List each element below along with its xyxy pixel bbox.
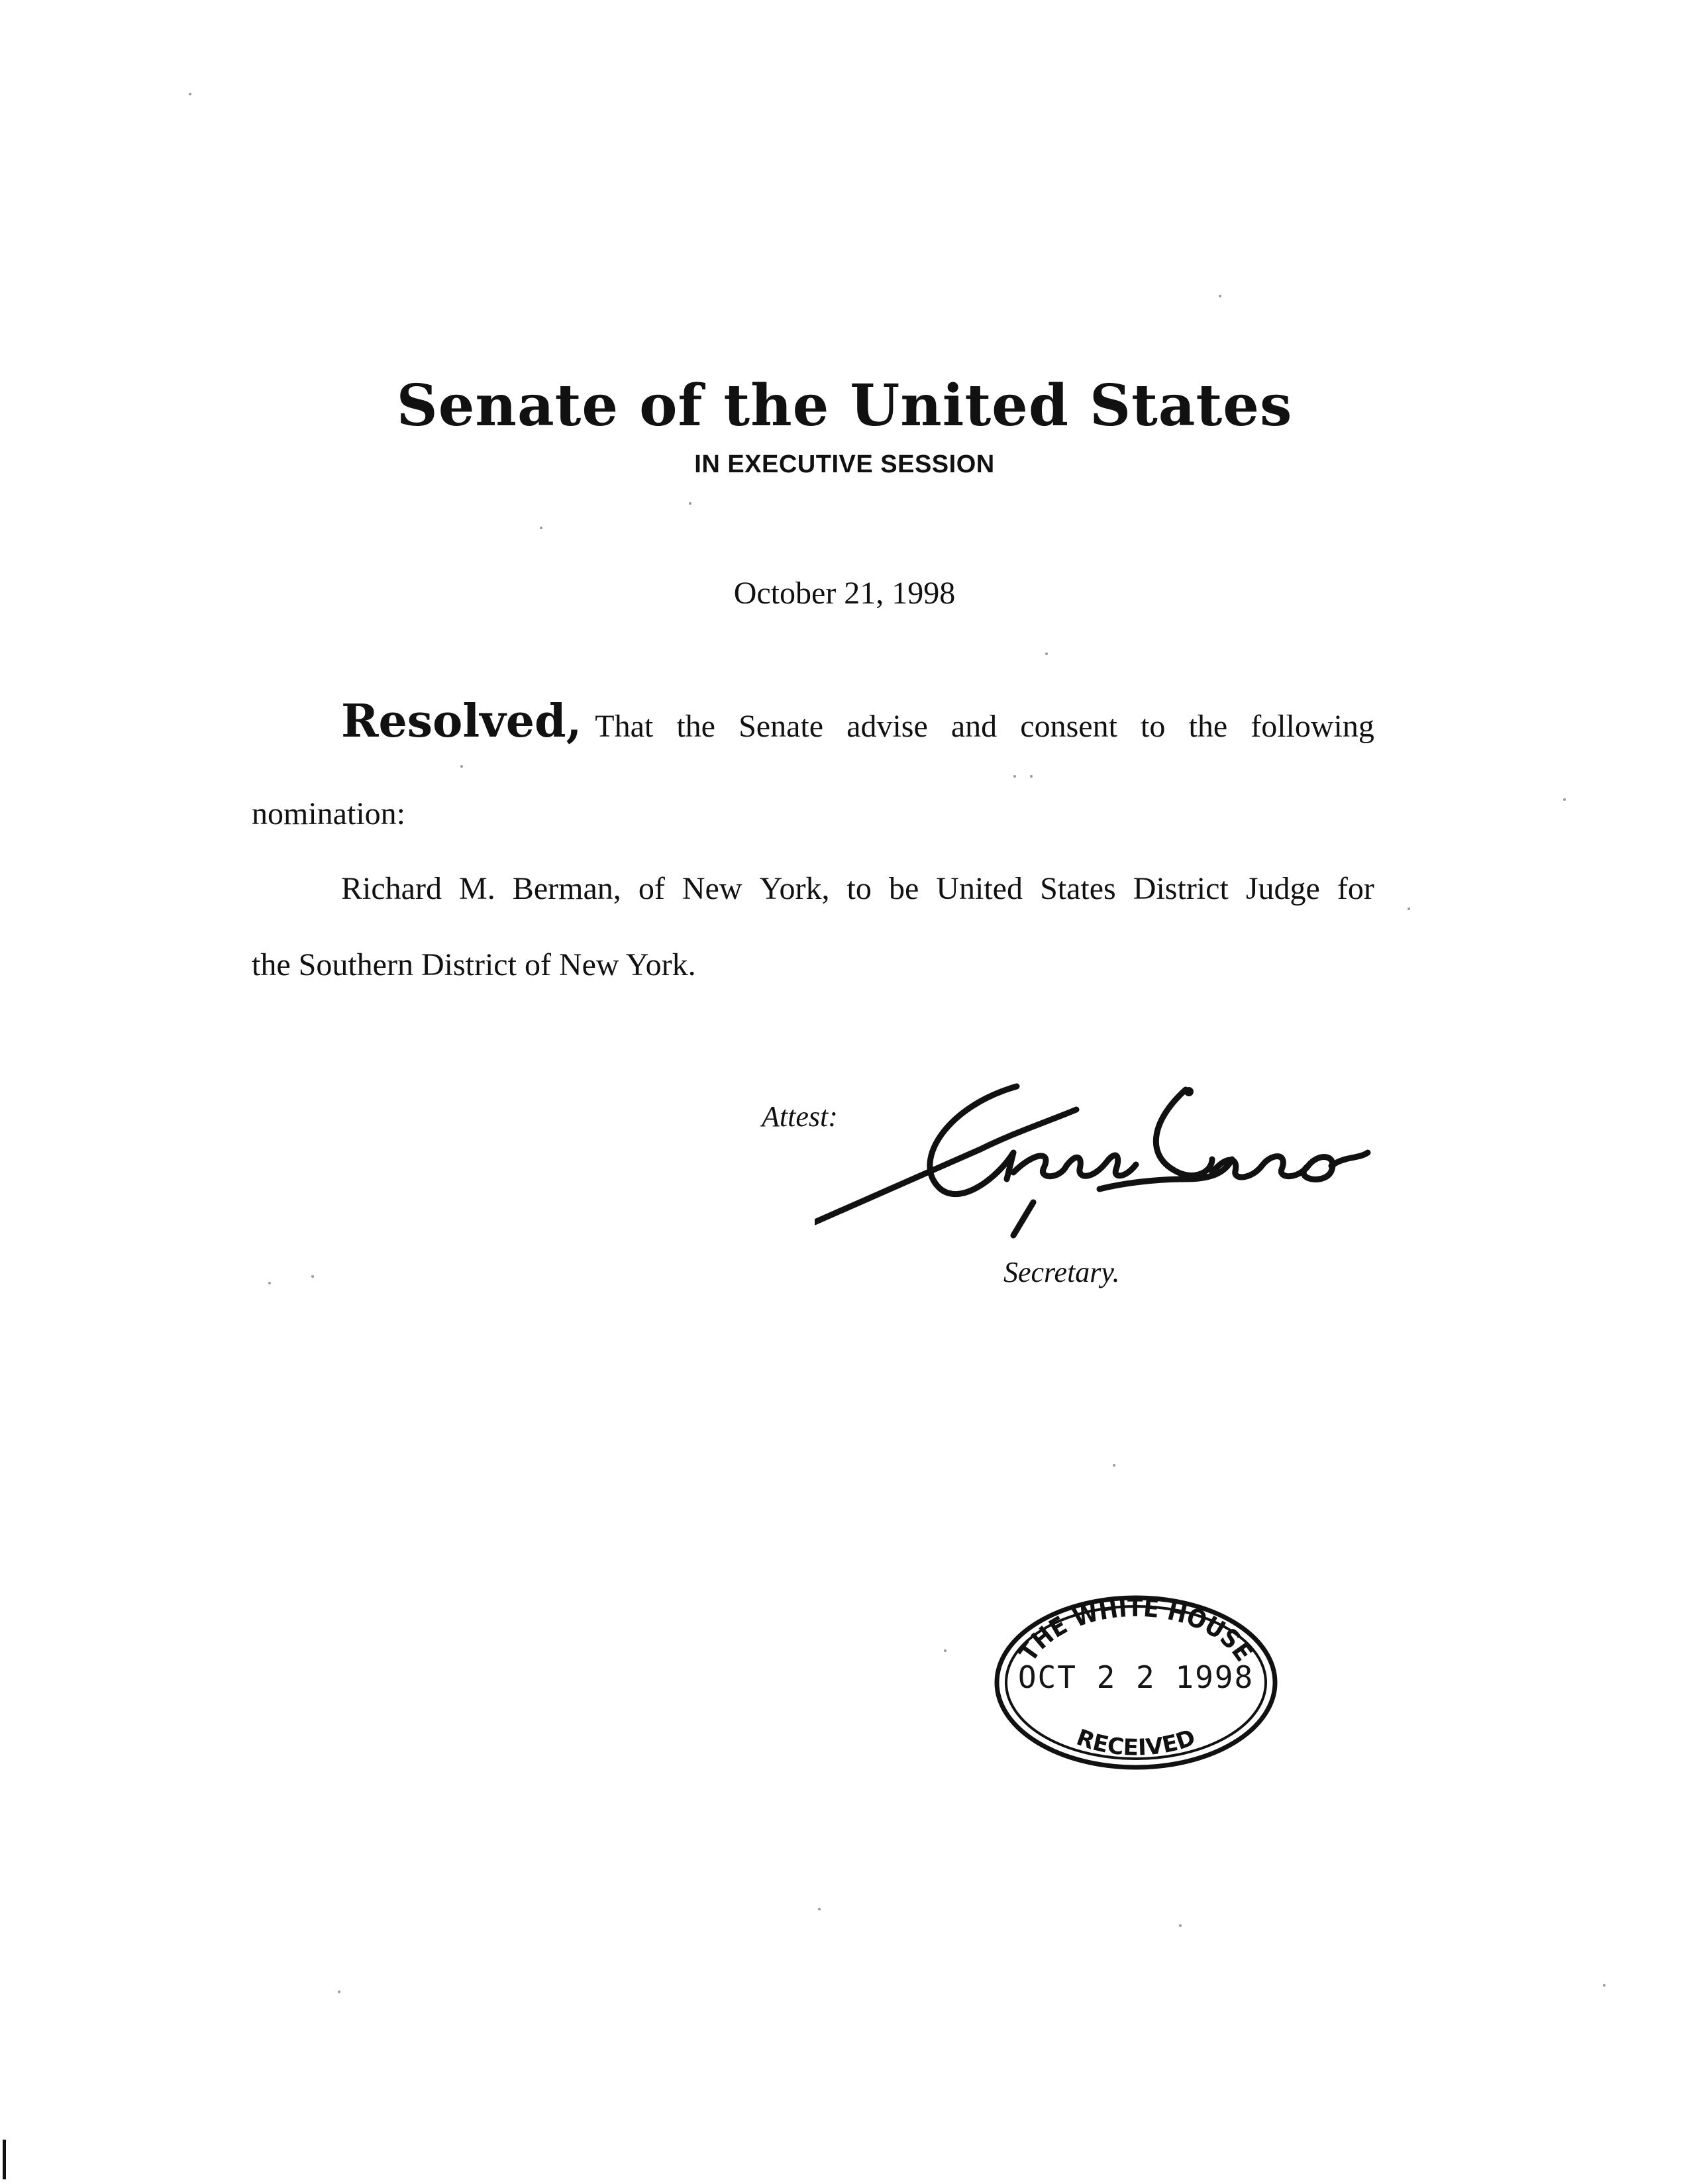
- page-title: Senate of the United States: [396, 372, 1293, 439]
- nomination-word: York,: [759, 871, 830, 906]
- document-date: October 21, 1998: [733, 576, 956, 611]
- signature: [815, 1080, 1371, 1239]
- nomination-word: United: [936, 871, 1023, 906]
- scan-speck: [1113, 1464, 1115, 1467]
- svg-text:RECEIVED: [1073, 1724, 1199, 1761]
- scan-speck: [1045, 652, 1048, 655]
- nomination-text: [341, 873, 1374, 905]
- stamp-date: OCT 2 2 1998: [1017, 1659, 1254, 1695]
- scan-speck: [1603, 1984, 1606, 1987]
- scan-speck: [540, 527, 542, 529]
- scan-speck: [1563, 798, 1566, 801]
- resolution-word: That: [595, 709, 654, 744]
- nomination-text-continued: the Southern District of New York.: [252, 947, 696, 982]
- resolution-text: [595, 711, 1374, 743]
- scan-speck: [338, 1991, 340, 1993]
- nomination-word: Richard: [341, 871, 442, 906]
- scan-speck: [944, 1649, 947, 1652]
- scan-edge-mark: [3, 2140, 6, 2179]
- scan-speck: [311, 1275, 314, 1278]
- scan-speck: [1408, 908, 1410, 910]
- scan-speck: [460, 765, 463, 768]
- nomination-word: of: [638, 871, 665, 906]
- stamp-top-text: THE WHITE HOUSE: [1013, 1592, 1259, 1667]
- scan-speck: [1179, 1924, 1182, 1927]
- scan-speck: [689, 502, 691, 505]
- scan-speck: [1219, 295, 1221, 297]
- resolution-word: the: [1188, 709, 1228, 744]
- resolution-line: [341, 695, 1374, 748]
- resolution-word: following: [1251, 709, 1374, 744]
- resolution-word: to: [1141, 709, 1166, 744]
- stamp-bottom-text: RECEIVED: [1073, 1724, 1199, 1761]
- resolved-word: Resolved,: [341, 695, 582, 748]
- resolution-word: consent: [1020, 709, 1117, 744]
- scan-speck: [1013, 775, 1016, 778]
- resolution-word: Senate: [739, 709, 824, 744]
- scan-speck: [268, 1282, 271, 1284]
- svg-text:THE WHITE HOUSE: [1013, 1593, 1258, 1667]
- resolution-text-continued: nomination:: [252, 796, 405, 831]
- session-subtitle: IN EXECUTIVE SESSION: [694, 450, 995, 478]
- nomination-word: be: [888, 871, 919, 906]
- nomination-word: Berman,: [512, 871, 621, 906]
- secretary-title: Secretary.: [1003, 1256, 1120, 1288]
- nomination-word: to: [846, 871, 872, 906]
- attest-label: Attest:: [762, 1100, 838, 1133]
- scan-speck: [189, 93, 191, 95]
- nomination-word: States: [1040, 871, 1116, 906]
- nomination-word: for: [1337, 871, 1374, 906]
- nomination-word: District: [1133, 871, 1229, 906]
- resolution-word: the: [676, 709, 715, 744]
- scan-speck: [1030, 775, 1033, 778]
- scan-speck: [818, 1908, 821, 1910]
- nomination-word: M.: [459, 871, 495, 906]
- nomination-word: Judge: [1245, 871, 1320, 906]
- nomination-word: New: [682, 871, 742, 906]
- resolution-word: advise: [846, 709, 928, 744]
- resolution-word: and: [950, 709, 998, 744]
